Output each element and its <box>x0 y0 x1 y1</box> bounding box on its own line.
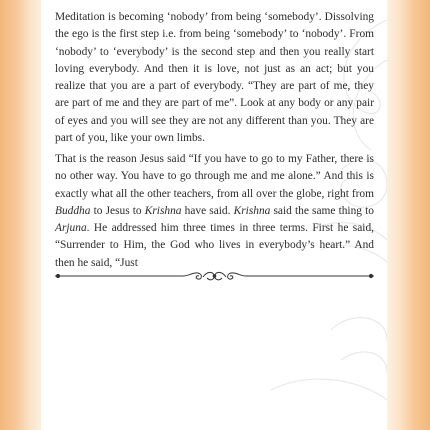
paragraph-text: said the same thing to <box>270 204 374 217</box>
paragraph-meditation <box>55 9 374 147</box>
paragraph-text: . He addressed him three times in three terms. First he said, “Surrender to Him, the God who lives in everybody’s heart.” And then he said, “Just <box>55 222 374 269</box>
italic-name-krishna: Krishna <box>144 204 182 217</box>
italic-name-buddha: Buddha <box>55 204 91 217</box>
paragraph-jesus <box>55 151 374 272</box>
italic-name-krishna: Krishna <box>233 204 271 217</box>
paragraph-text: to Jesus to <box>90 204 145 217</box>
paragraph-text: Meditation is becoming ‘nobody’ from being ‘somebody’. Dissolving the ego is the first step i.e. from being ‘somebody’ to ‘nobody’. From ‘nobody’ to ‘everybody’ is the second step and then you really start loving everybody. And then it is love, not just as an act; but you realize that you are a part of everybody. “They are part of me, they are part of me and they are part of me”. Look at any body or any pair of eyes and you will see they are not any different than you. They are part of you, like your own limbs. <box>55 11 374 145</box>
ornamental-divider-icon <box>55 268 374 284</box>
paragraph-text: That is the reason Jesus said “If you have to go to my Father, there is no other way. You have to go through me and me alone.” And this is exactly what all the other teachers, from all over the globe, right from <box>55 153 374 200</box>
italic-name-arjuna: Arjuna <box>55 222 87 235</box>
paragraph-text: have said. <box>181 204 234 217</box>
book-page <box>41 0 387 430</box>
